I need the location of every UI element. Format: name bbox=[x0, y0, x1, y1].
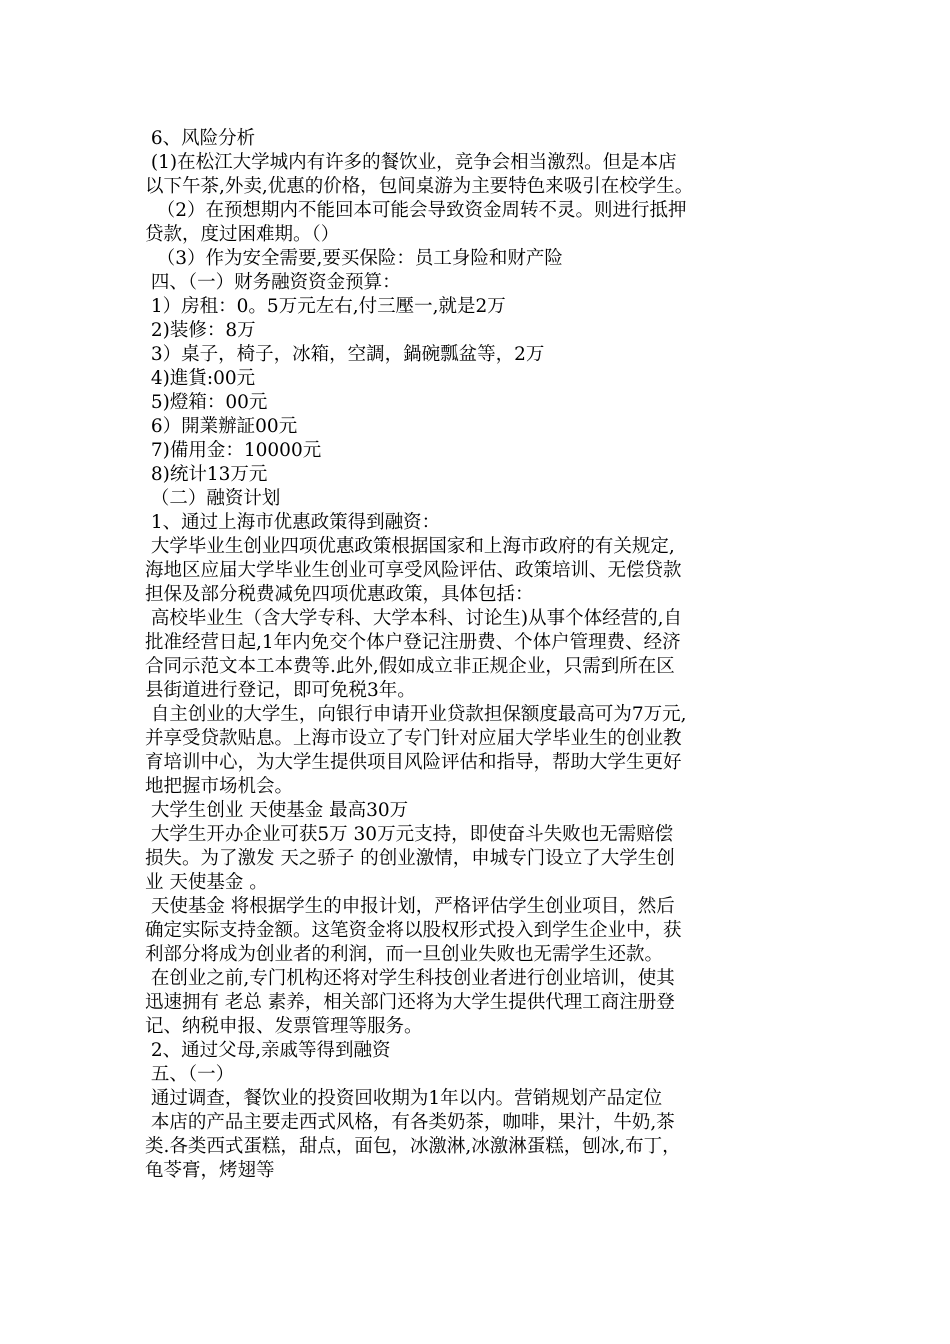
text-line: （3）作为安全需要,要买保险：员工身险和财产险 bbox=[145, 248, 563, 269]
text-line: 损失。为了激发 天之骄子 的创业激情，申城专门设立了大学生创 bbox=[145, 848, 675, 869]
text-line: （2）在预想期内不能回本可能会导致资金周转不灵。则进行抵押 bbox=[145, 200, 687, 221]
text-line: 大学毕业生创业四项优惠政策根据国家和上海市政府的有关规定, bbox=[145, 536, 675, 557]
text-line: 类.各类西式蛋糕，甜点，面包，冰激淋,冰激淋蛋糕，刨冰,布丁， bbox=[145, 1136, 681, 1157]
text-line: 贷款，度过困难期。（） bbox=[145, 224, 340, 245]
text-line: 8)统计13万元 bbox=[145, 464, 268, 485]
text-line: 6、风险分析 bbox=[145, 128, 256, 149]
text-line: 6）開業辦証00元 bbox=[145, 416, 298, 437]
text-line: 育培训中心，为大学生提供项目风险评估和指导，帮助大学生更好 bbox=[145, 752, 682, 773]
text-line: 2、通过父母,亲戚等得到融资 bbox=[145, 1040, 391, 1061]
text-line: 确定实际支持金额。这笔资金将以股权形式投入到学生企业中，获 bbox=[145, 920, 682, 941]
text-line: 迅速拥有 老总 素养，相关部门还将为大学生提供代理工商注册登 bbox=[145, 992, 675, 1013]
text-line: 地把握市场机会。 bbox=[145, 776, 294, 797]
text-line: 7)備用金：10000元 bbox=[145, 440, 322, 461]
document-body bbox=[145, 127, 815, 1183]
text-line: 4)進貨:00元 bbox=[145, 368, 256, 389]
text-line: 四、（一）财务融资资金预算： bbox=[145, 272, 401, 293]
text-line: 1）房租：0。5万元左右,付三壓一,就是2万 bbox=[145, 296, 506, 317]
text-line: 通过调查，餐饮业的投资回收期为1年以内。营销规划产品定位 bbox=[145, 1088, 663, 1109]
text-line: 在创业之前,专门机构还将对学生科技创业者进行创业培训，使其 bbox=[145, 968, 675, 989]
text-line: 自主创业的大学生，向银行申请开业贷款担保额度最高可为7万元, bbox=[145, 704, 687, 725]
text-line: 海地区应届大学毕业生创业可享受风险评估、政策培训、无偿贷款 bbox=[145, 560, 682, 581]
text-line: 高校毕业生（含大学专科、大学本科、讨论生)从事个体经营的,自 bbox=[145, 608, 682, 629]
text-line: 龟苓膏，烤翅等 bbox=[145, 1160, 275, 1181]
text-line: 大学生创业 天使基金 最高30万 bbox=[145, 800, 409, 821]
text-line: 大学生开办企业可获5万 30万元支持，即使奋斗失败也无需赔偿 bbox=[145, 824, 674, 845]
text-line: (1)在松江大学城内有许多的餐饮业，竞争会相当激烈。但是本店 bbox=[145, 152, 677, 173]
text-line: 五、（一） bbox=[145, 1064, 235, 1085]
text-line: 合同示范文本工本费等.此外,假如成立非正规企业，只需到所在区 bbox=[145, 656, 675, 677]
text-line: 2)装修：8万 bbox=[145, 320, 256, 341]
text-line: 并享受贷款贴息。上海市设立了专门针对应届大学毕业生的创业教 bbox=[145, 728, 682, 749]
text-line: 记、纳税申报、发票管理等服务。 bbox=[145, 1016, 423, 1037]
text-line: 以下午茶,外卖,优惠的价格，包间桌游为主要特色来吸引在校学生。 bbox=[145, 176, 694, 197]
text-line: 1、通过上海市优惠政策得到融资： bbox=[145, 512, 441, 533]
text-line: （二）融资计划 bbox=[145, 488, 281, 509]
text-line: 批准经营日起,1年内免交个体户登记注册费、个体户管理费、经济 bbox=[145, 632, 681, 653]
text-line: 5)燈箱：00元 bbox=[145, 392, 268, 413]
text-line: 担保及部分税费减免四项优惠政策，具体包括： bbox=[145, 584, 534, 605]
text-line: 县街道进行登记，即可免税3年。 bbox=[145, 680, 416, 701]
text-line: 利部分将成为创业者的利润，而一旦创业失败也无需学生还款。 bbox=[145, 944, 664, 965]
text-line: 3）桌子，椅子，冰箱，空調，鍋碗瓢盆等，2万 bbox=[145, 344, 545, 365]
text-line: 业 天使基金 。 bbox=[145, 872, 268, 893]
text-line: 本店的产品主要走西式风格，有各类奶茶，咖啡，果汁，牛奶,茶 bbox=[145, 1112, 675, 1133]
text-line: 天使基金 将根据学生的申报计划，严格评估学生创业项目，然后 bbox=[145, 896, 675, 917]
